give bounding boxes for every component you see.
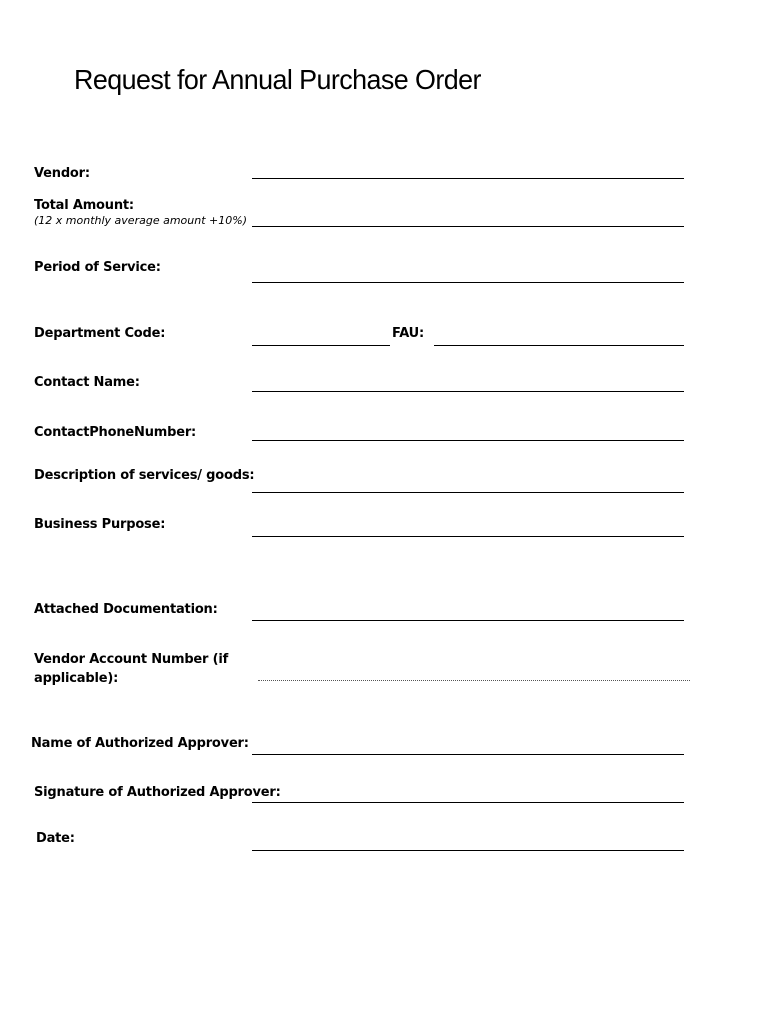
- approver-name-field-line[interactable]: [252, 754, 684, 755]
- date-label: Date:: [36, 831, 75, 846]
- vendor-account-label-line2: applicable):: [34, 671, 119, 686]
- contact-name-field-line[interactable]: [252, 391, 684, 392]
- total-amount-field-line[interactable]: [252, 226, 684, 227]
- fau-field-line[interactable]: [434, 345, 684, 346]
- fau-label: FAU:: [392, 326, 425, 341]
- contact-name-label: Contact Name:: [34, 375, 140, 390]
- contact-phone-label: ContactPhoneNumber:: [34, 425, 197, 440]
- total-amount-note: (12 x monthly average amount +10%): [34, 214, 247, 227]
- business-purpose-label: Business Purpose:: [34, 517, 166, 532]
- approver-name-label: Name of Authorized Approver:: [31, 736, 249, 751]
- attached-documentation-field-line[interactable]: [252, 620, 684, 621]
- vendor-account-label-line1: Vendor Account Number (if: [34, 652, 229, 667]
- vendor-account-field-line[interactable]: [258, 680, 690, 681]
- period-of-service-label: Period of Service:: [34, 260, 161, 275]
- approver-signature-field-line[interactable]: [252, 802, 684, 803]
- contact-phone-field-line[interactable]: [252, 440, 684, 441]
- department-code-label: Department Code:: [34, 326, 166, 341]
- attached-documentation-label: Attached Documentation:: [34, 602, 218, 617]
- page-title: Request for Annual Purchase Order: [74, 64, 481, 95]
- date-field-line[interactable]: [252, 850, 684, 851]
- approver-signature-label: Signature of Authorized Approver:: [34, 785, 281, 800]
- description-field-line[interactable]: [252, 492, 684, 493]
- business-purpose-field-line[interactable]: [252, 536, 684, 537]
- vendor-label: Vendor:: [34, 166, 90, 181]
- vendor-field-line[interactable]: [252, 178, 684, 179]
- period-of-service-field-line[interactable]: [252, 282, 684, 283]
- department-code-field-line[interactable]: [252, 345, 390, 346]
- description-label: Description of services/ goods:: [34, 468, 255, 483]
- total-amount-label: Total Amount:: [34, 198, 134, 213]
